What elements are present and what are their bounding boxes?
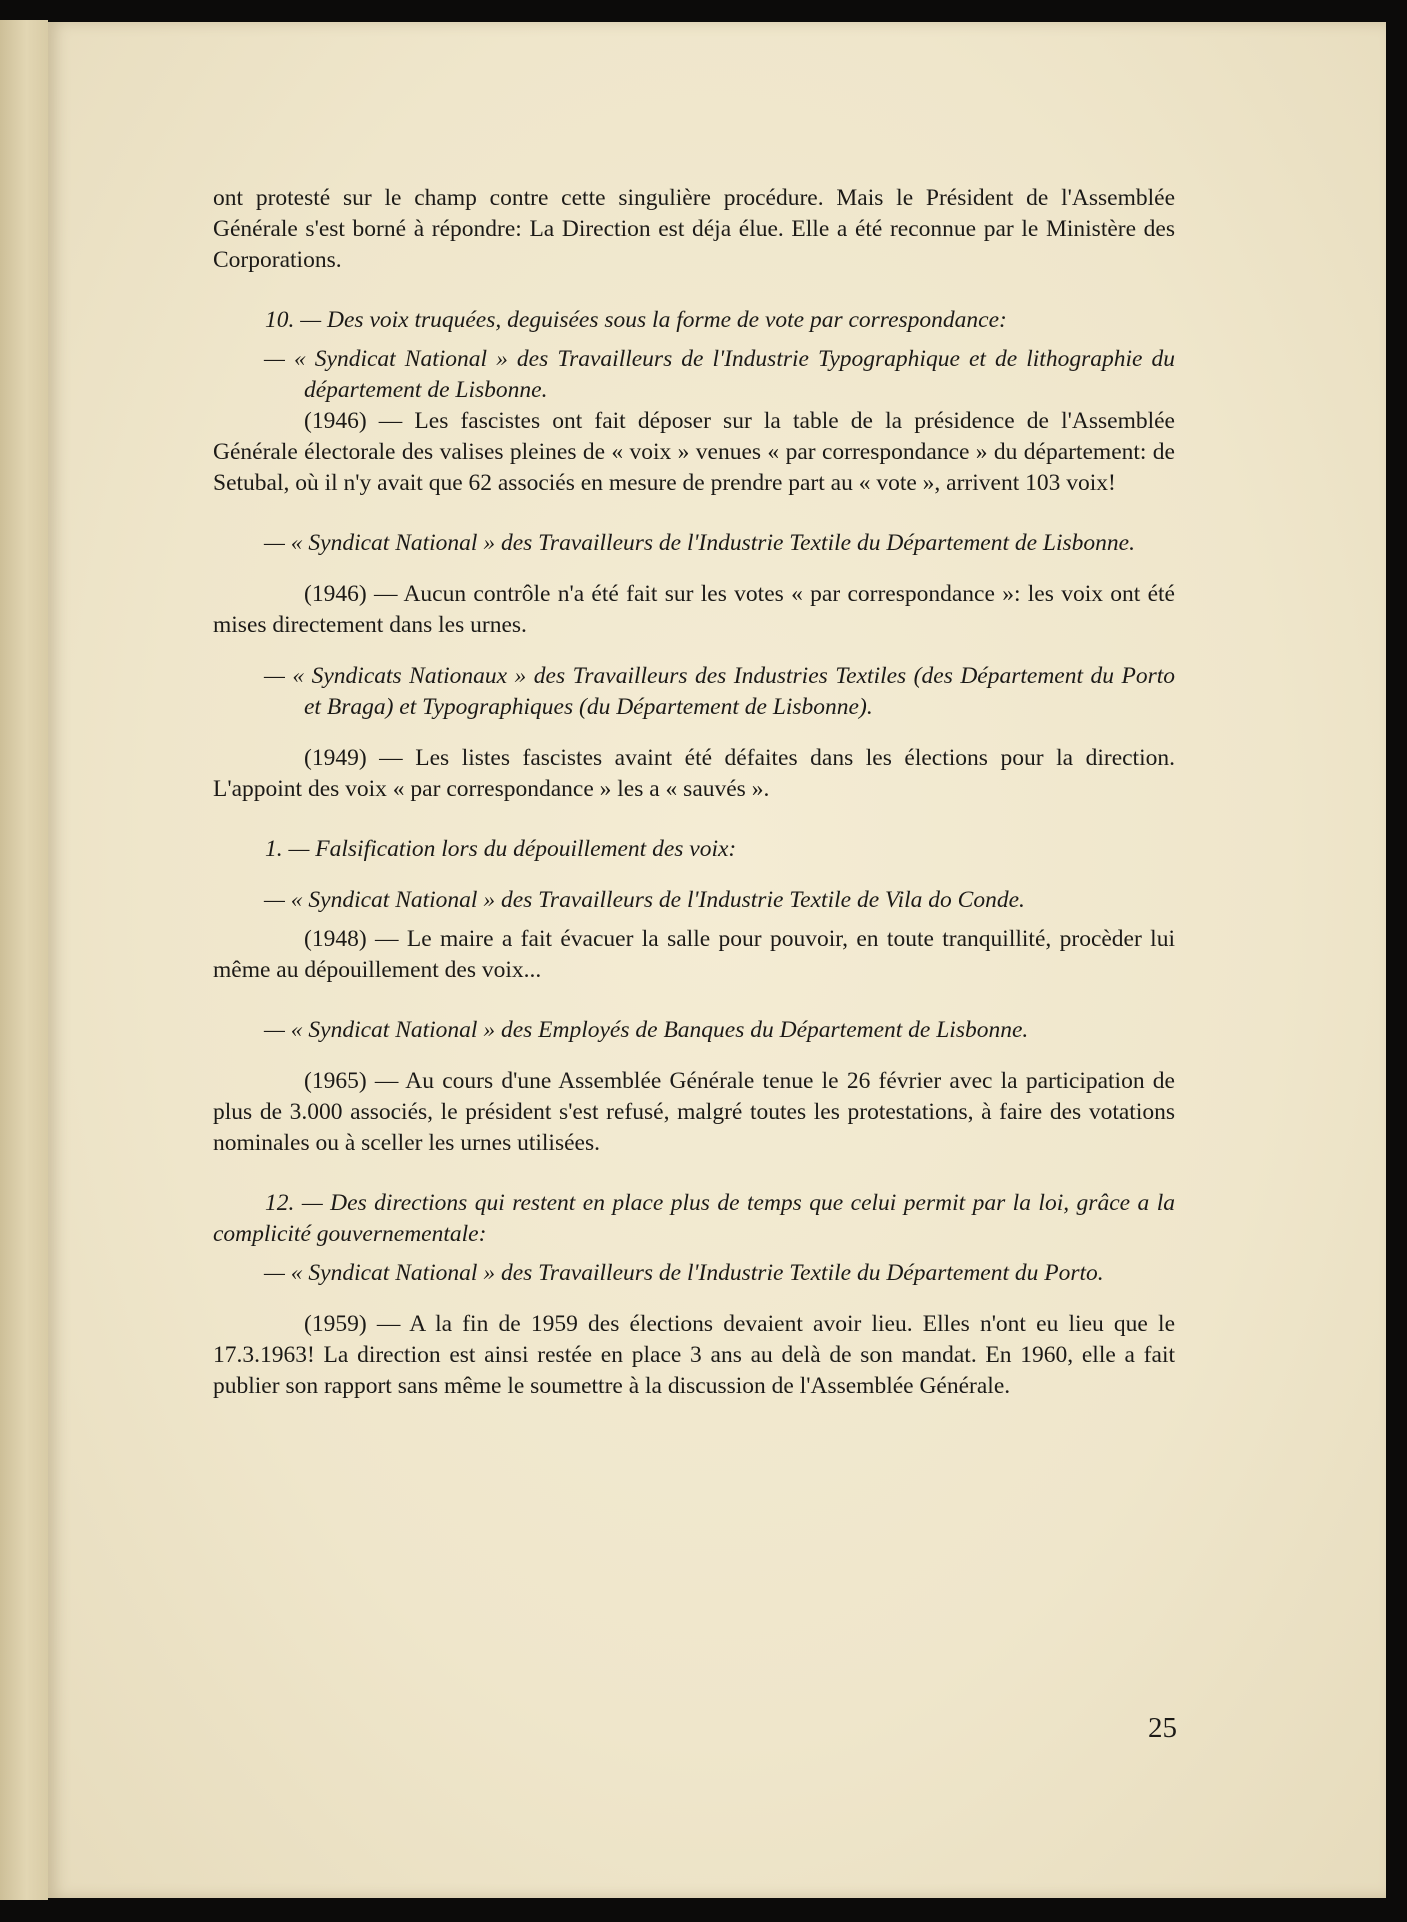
- page-number: 25: [1148, 1712, 1177, 1744]
- page-body: [213, 183, 1175, 1402]
- year-paragraph: (1965) — Au cours d'une Assemblée Générale tenue le 26 février avec la participation de plus de 3.000 associés, le président s'est refusé, malgré toutes les protestations, à faire des votations nominales ou à sceller les urnes utilisées.: [213, 1068, 1175, 1156]
- year-paragraph: (1959) — A la fin de 1959 des élections devaient avoir lieu. Elles n'ont eu lieu que le 17.3.1963! La direction est ainsi restée en place 3 ans au delà de son mandat. En 1960, elle a fait publier son rapport sans même le soumettre à la discussion de l'Assemblée Générale.: [213, 1311, 1175, 1399]
- syndicate-quote: — « Syndicat National » des Travailleurs de l'Industrie Textile de Vila do Conde.: [264, 887, 1025, 913]
- syndicate-quote: — « Syndicat National » des Travailleurs de l'Industrie Typographique et de lithographie du département de Lisbonne.: [264, 346, 1175, 403]
- paragraph-continuation: ont protesté sur le champ contre cette singulière procédure. Mais le Président de l'Assemblée Générale s'est borné à répondre: La Direction est déja élue. Elle a été reconnue par le Ministère des Corporations.: [213, 185, 1175, 273]
- section-heading-12: 12. — Des directions qui restent en place plus de temps que celui permit par la loi, grâce a la complicité gouvernementale:: [213, 1190, 1175, 1247]
- syndicate-quote: — « Syndicat National » des Employés de Banques du Département de Lisbonne.: [264, 1017, 1029, 1043]
- syndicate-quote: — « Syndicat National » des Travailleurs de l'Industrie Textile du Département de Lisbonne.: [264, 530, 1135, 556]
- year-paragraph: (1946) — Aucun contrôle n'a été fait sur les votes « par correspondance »: les voix ont été mises directement dans les urnes.: [213, 581, 1175, 638]
- syndicate-quote: — « Syndicats Nationaux » des Travailleurs des Industries Textiles (des Département du Porto et Braga) et Typographiques (du Département de Lisbonne).: [264, 663, 1175, 720]
- year-paragraph: (1948) — Le maire a fait évacuer la salle pour pouvoir, en toute tranquillité, procèder lui même au dépouillement des voix...: [213, 926, 1175, 983]
- book-spine-edge: [0, 20, 48, 1900]
- section-heading-10: 10. — Des voix truquées, deguisées sous la forme de vote par correspondance:: [265, 307, 1007, 333]
- year-paragraph: (1946) — Les fascistes ont fait déposer sur la table de la présidence de l'Assemblée Générale électorale des valises pleines de « voix » venues « par correspondance » du département: de Setubal, où il n'y avait que 62 associés en mesure de prendre part au « vote », arrivent 103 voix!: [213, 408, 1175, 496]
- year-paragraph: (1949) — Les listes fascistes avaint été défaites dans les élections pour la direction. L'appoint des voix « par correspondance » les a « sauvés ».: [213, 745, 1175, 802]
- section-heading-1: 1. — Falsification lors du dépouillement des voix:: [265, 836, 737, 862]
- syndicate-quote: — « Syndicat National » des Travailleurs de l'Industrie Textile du Département du Porto.: [264, 1260, 1104, 1286]
